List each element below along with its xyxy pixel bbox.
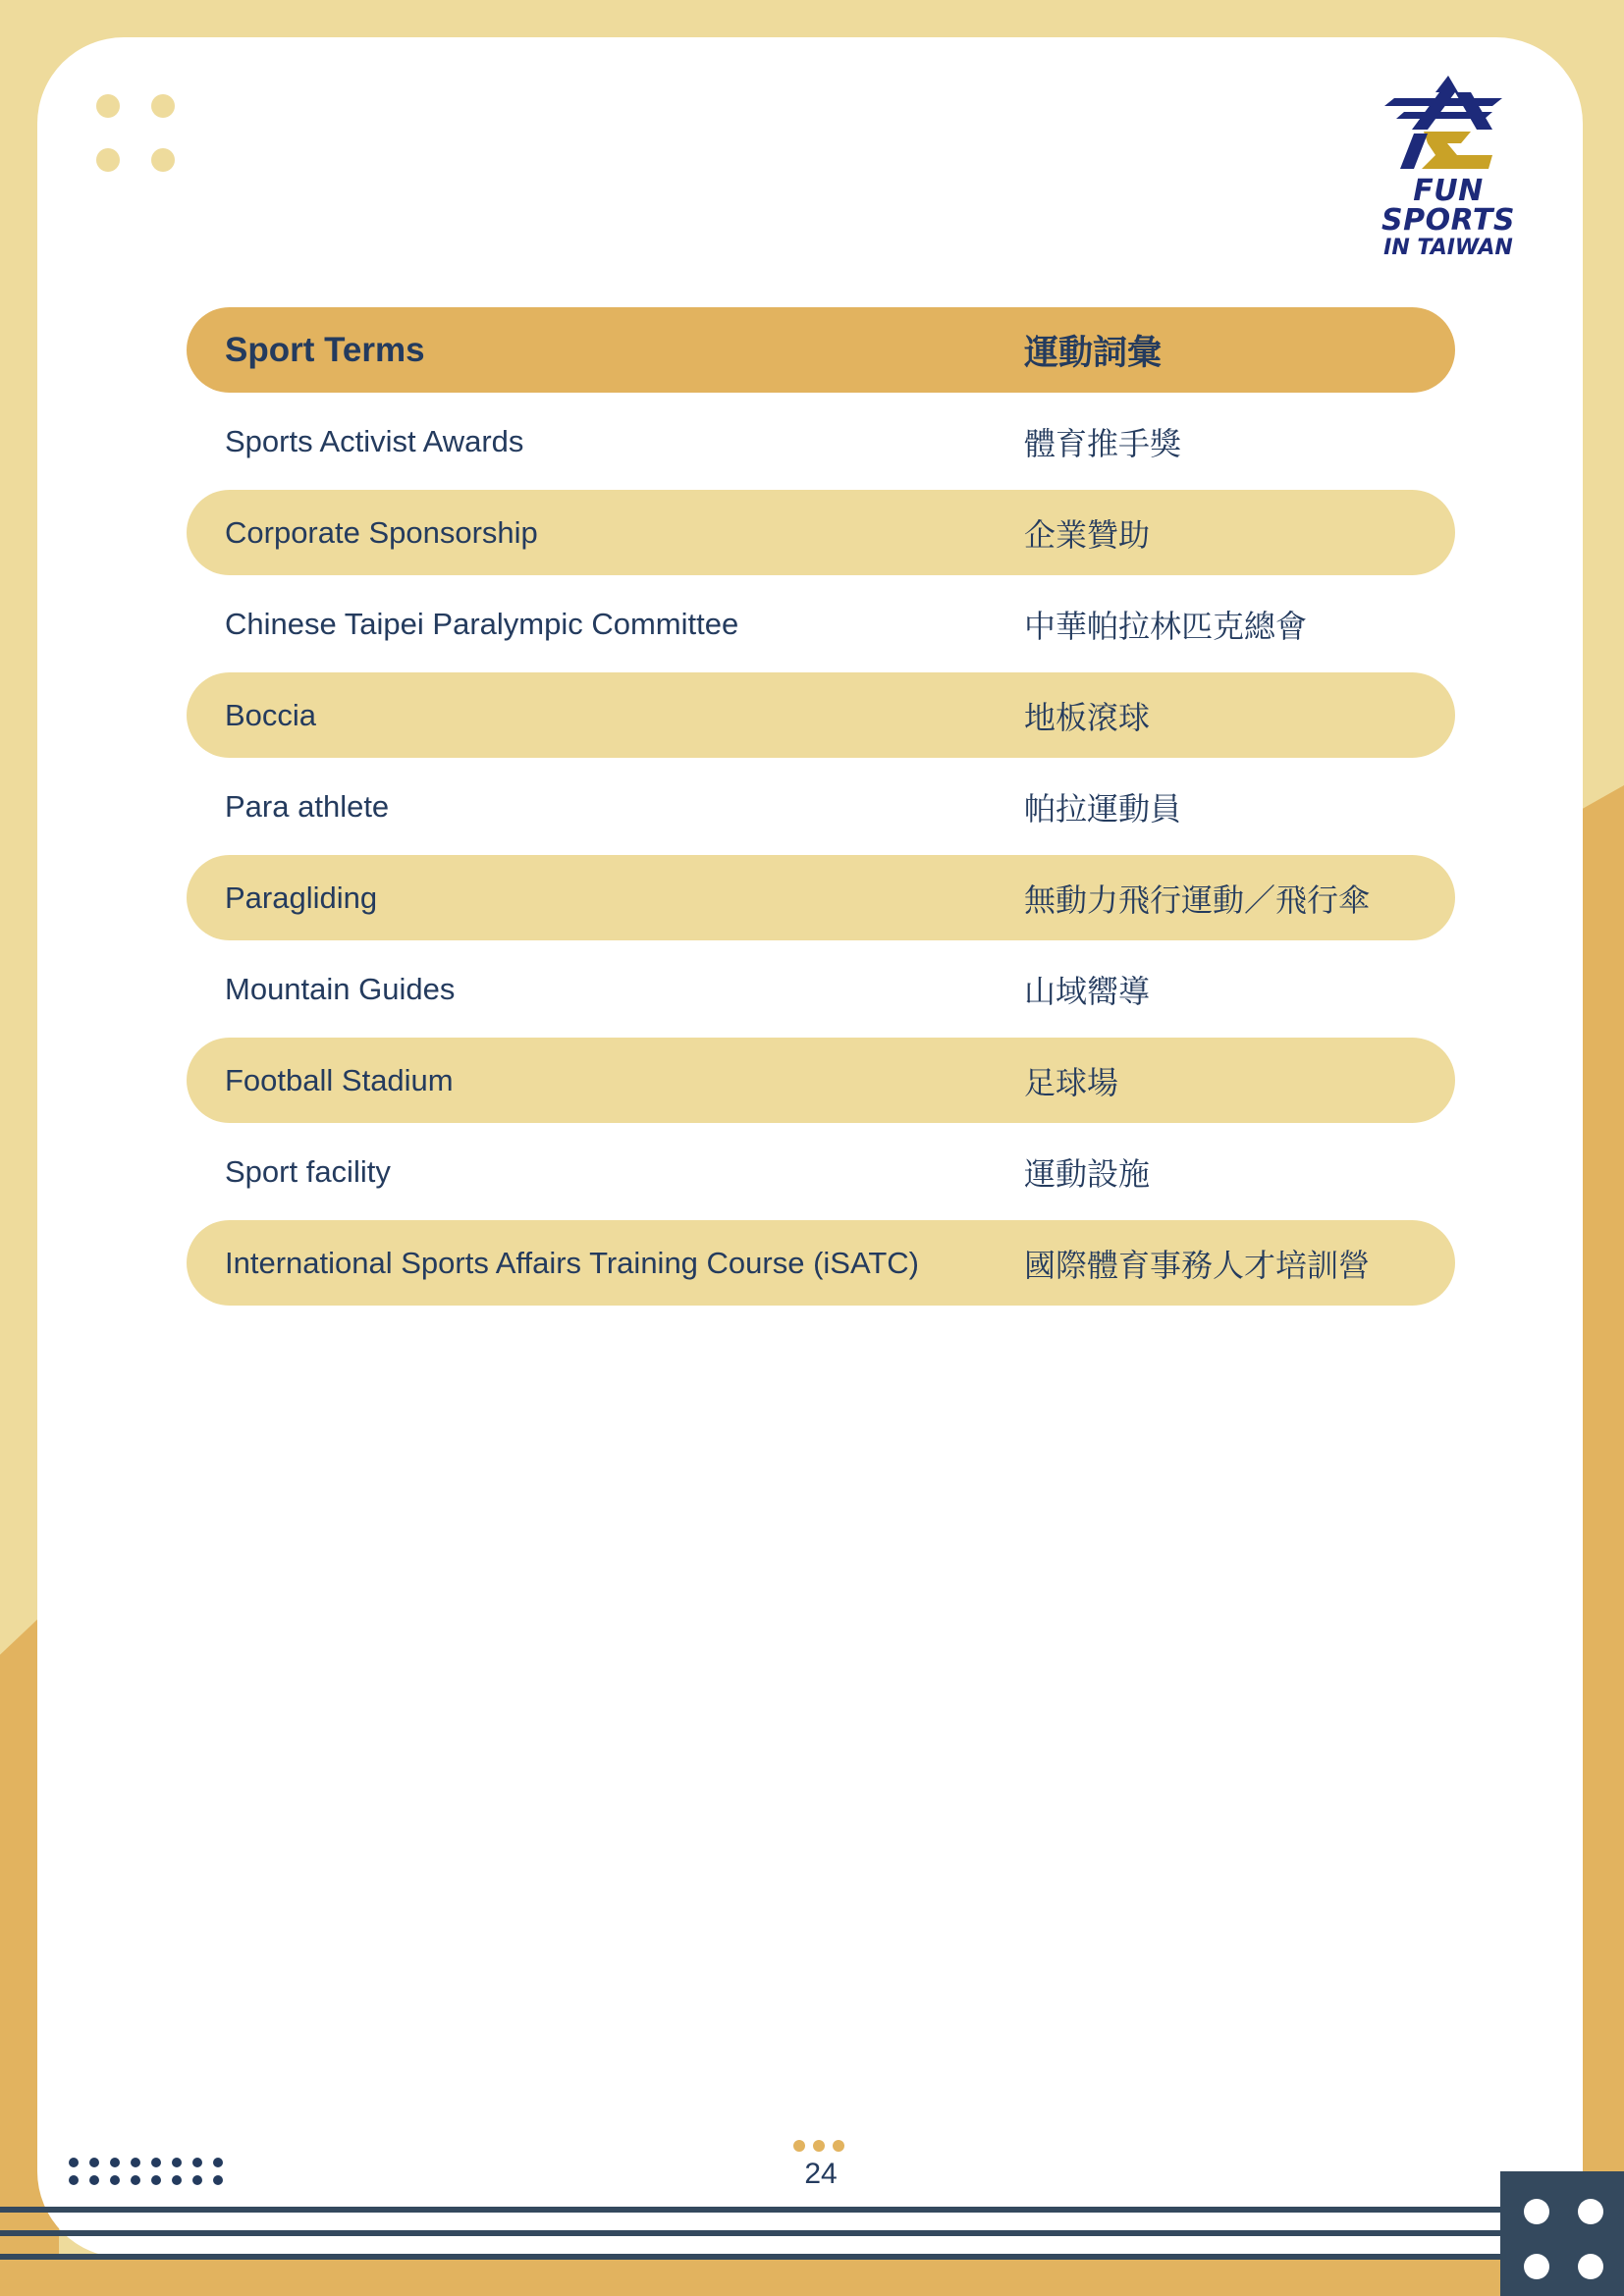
decorative-dot bbox=[131, 2158, 140, 2167]
term-english: Para athlete bbox=[225, 788, 390, 824]
table-row bbox=[187, 855, 1455, 940]
decorative-dot bbox=[213, 2175, 223, 2185]
decorative-dot bbox=[131, 2175, 140, 2185]
term-english: Corporate Sponsorship bbox=[225, 514, 538, 550]
decorative-dot bbox=[89, 2158, 99, 2167]
table-row bbox=[187, 581, 1455, 667]
decorative-dot bbox=[151, 2175, 161, 2185]
table-row bbox=[187, 399, 1455, 484]
term-chinese: 運動設施 bbox=[1024, 1154, 1151, 1193]
decorative-dot bbox=[69, 2175, 79, 2185]
background-accent-bottom bbox=[0, 2257, 1624, 2296]
decorative-dots-top-left bbox=[96, 94, 175, 173]
table-row bbox=[187, 1038, 1455, 1123]
term-chinese: 體育推手獎 bbox=[1024, 424, 1182, 462]
decorative-dot bbox=[192, 2175, 202, 2185]
logo-title: FUN SPORTS bbox=[1381, 174, 1515, 238]
header-chinese: 運動詞彙 bbox=[1024, 333, 1163, 373]
decorative-dot bbox=[172, 2175, 182, 2185]
decorative-dot bbox=[110, 2158, 120, 2167]
table-row bbox=[187, 764, 1455, 849]
runner-star-logo-icon bbox=[1345, 71, 1551, 179]
table-row bbox=[187, 672, 1455, 758]
term-chinese: 足球場 bbox=[1024, 1063, 1119, 1101]
term-english: Mountain Guides bbox=[225, 971, 456, 1006]
term-english: Sports Activist Awards bbox=[225, 423, 524, 458]
decorative-dot bbox=[89, 2175, 99, 2185]
table-row bbox=[187, 490, 1455, 575]
term-chinese: 帕拉運動員 bbox=[1024, 789, 1182, 828]
footer-stripe bbox=[0, 2230, 1512, 2236]
header-english: Sport Terms bbox=[225, 330, 425, 369]
decorative-dot bbox=[172, 2158, 182, 2167]
footer-stripe bbox=[0, 2254, 1512, 2260]
table-header-row bbox=[187, 307, 1455, 393]
decorative-corner-box bbox=[1500, 2171, 1624, 2296]
fun-sports-logo bbox=[1345, 71, 1551, 260]
term-english: Football Stadium bbox=[225, 1062, 454, 1097]
term-english: Sport facility bbox=[225, 1153, 391, 1189]
decorative-dot bbox=[192, 2158, 202, 2167]
term-chinese: 中華帕拉林匹克總會 bbox=[1024, 607, 1308, 645]
term-english: International Sports Affairs Training Course (iSATC) bbox=[225, 1245, 919, 1280]
logo-subtitle: IN TAIWAN bbox=[1383, 236, 1513, 260]
term-english: Chinese Taipei Paralympic Committee bbox=[225, 606, 739, 641]
term-chinese: 企業贊助 bbox=[1024, 515, 1151, 554]
decorative-dot bbox=[110, 2175, 120, 2185]
table-row bbox=[187, 946, 1455, 1032]
decorative-dot bbox=[213, 2158, 223, 2167]
footer-stripe bbox=[0, 2207, 1512, 2213]
table-row bbox=[187, 1220, 1455, 1306]
term-chinese: 山域嚮導 bbox=[1024, 972, 1151, 1010]
decorative-dot bbox=[69, 2158, 79, 2167]
term-english: Boccia bbox=[225, 697, 317, 732]
sport-terms-table bbox=[187, 307, 1455, 1311]
decorative-dot bbox=[151, 2158, 161, 2167]
term-chinese: 無動力飛行運動／飛行傘 bbox=[1024, 881, 1371, 919]
term-chinese: 地板滾球 bbox=[1024, 698, 1151, 736]
page-number-dots bbox=[793, 2140, 852, 2154]
decorative-dots-bottom-left bbox=[69, 2158, 226, 2197]
page-number: 24 bbox=[804, 2158, 838, 2190]
term-chinese: 國際體育事務人才培訓營 bbox=[1024, 1246, 1371, 1284]
table-row bbox=[187, 1129, 1455, 1214]
term-english: Paragliding bbox=[225, 880, 378, 915]
